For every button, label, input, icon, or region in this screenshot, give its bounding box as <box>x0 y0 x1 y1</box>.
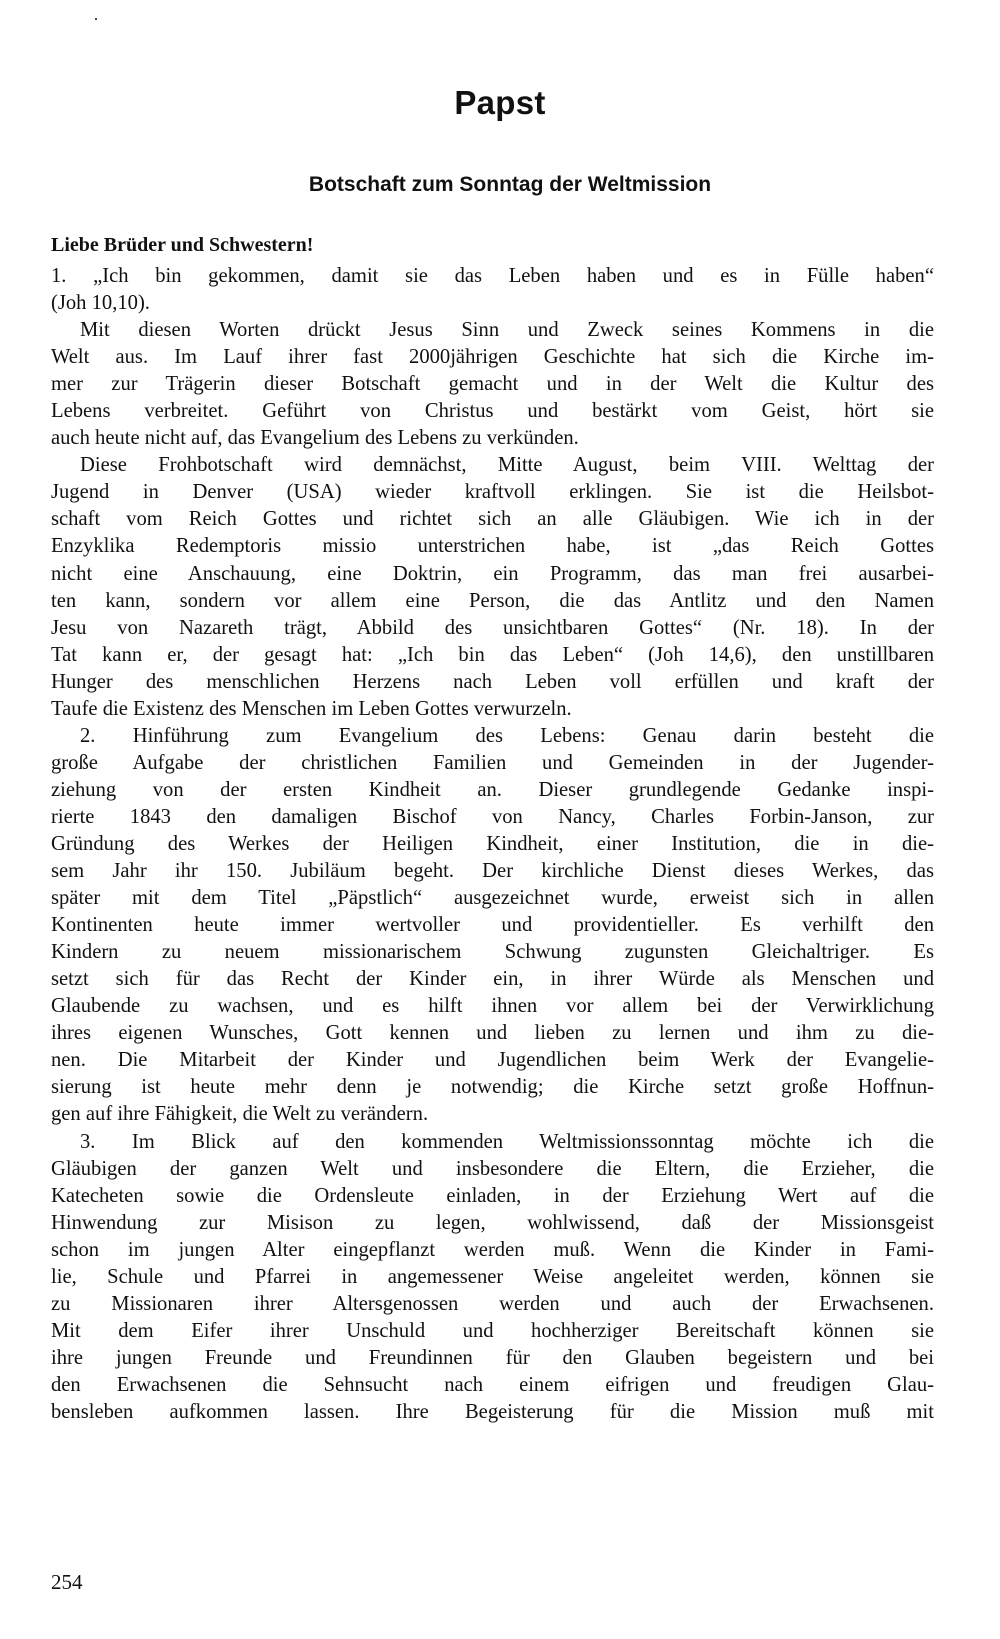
text-line: mer zur Trägerin dieser Botschaft gemacht und in der Welt die Kultur des <box>51 373 934 396</box>
text-line: Taufe die Existenz des Menschen im Leben Gottes verwurzeln. <box>51 697 572 720</box>
text-line: später mit dem Titel „Päpstlich“ ausgezeichnet wurde, erweist sich in allen <box>51 887 934 910</box>
text-line: den Erwachsenen die Sehnsucht nach einem eifrigen und freudigen Glau- <box>51 1373 934 1396</box>
body-text <box>51 263 934 1426</box>
text-line: gen auf ihre Fähigkeit, die Welt zu verändern. <box>51 1103 429 1126</box>
text-line: ihres eigenen Wunsches, Gott kennen und lieben zu lernen und ihm zu die- <box>51 1022 934 1045</box>
text-line: 3. Im Blick auf den kommenden Weltmissionssonntag möchte ich die <box>80 1130 934 1153</box>
text-line: Katecheten sowie die Ordensleute einladen, in der Erziehung Wert auf die <box>51 1184 934 1207</box>
text-line: Tat kann er, der gesagt hat: „Ich bin das Leben“ (Joh 14,6), den unstillbaren <box>51 643 934 666</box>
text-line: sem Jahr ihr 150. Jubiläum begeht. Der kirchliche Dienst dieses Werkes, das <box>51 860 934 883</box>
text-line: Kontinenten heute immer wertvoller und providentieller. Es verhilft den <box>51 914 934 937</box>
text-line: Enzyklika Redemptoris missio unterstrichen habe, ist „das Reich Gottes <box>51 535 934 558</box>
text-line: Welt aus. Im Lauf ihrer fast 2000jährigen Geschichte hat sich die Kirche im- <box>51 346 934 369</box>
text-line: bensleben aufkommen lassen. Ihre Begeisterung für die Mission muß mit <box>51 1400 934 1423</box>
text-line: ten kann, sondern vor allem eine Person, die das Antlitz und den Namen <box>51 589 934 612</box>
text-line: 2. Hinführung zum Evangelium des Lebens: Genau darin besteht die <box>80 724 934 747</box>
text-line: große Aufgabe der christlichen Familien und Gemeinden in der Jugender- <box>51 751 934 774</box>
page-title: Papst <box>454 84 546 121</box>
text-line: Jesu von Nazareth trägt, Abbild des unsichtbaren Gottes“ (Nr. 18). In der <box>51 616 934 639</box>
text-line: (Joh 10,10). <box>51 292 150 315</box>
text-line: Hinwendung zur Misison zu legen, wohlwissend, daß der Missionsgeist <box>51 1211 934 1234</box>
scan-speck <box>95 18 97 20</box>
page-number: 254 <box>51 1570 83 1594</box>
text-line: Jugend in Denver (USA) wieder kraftvoll erklingen. Sie ist die Heilsbot- <box>51 481 934 504</box>
text-line: Glaubende zu wachsen, und es hilft ihnen vor allem bei der Verwirklichung <box>51 995 934 1018</box>
text-line: Gläubigen der ganzen Welt und insbesondere die Eltern, die Erzieher, die <box>51 1157 934 1180</box>
text-line: 1. „Ich bin gekommen, damit sie das Leben haben und es in Fülle haben“ <box>51 265 934 287</box>
text-line: schaft vom Reich Gottes und richtet sich an alle Gläubigen. Wie ich in der <box>51 508 934 531</box>
text-line: Mit dem Eifer ihrer Unschuld und hochherziger Bereitschaft können sie <box>51 1319 934 1342</box>
text-line: sierung ist heute mehr denn je notwendig; die Kirche setzt große Hoffnun- <box>51 1076 934 1099</box>
text-line: nicht eine Anschauung, eine Doktrin, ein Programm, das man frei ausarbei- <box>51 562 934 585</box>
text-line: Kindern zu neuem missionarischem Schwung zugunsten Gleichaltriger. Es <box>51 941 934 964</box>
text-line: lie, Schule und Pfarrei in angemessener Weise angeleitet werden, können sie <box>51 1265 934 1288</box>
text-line: Hunger des menschlichen Herzens nach Leben voll erfüllen und kraft der <box>51 670 934 693</box>
page-subtitle: Botschaft zum Sonntag der Weltmission <box>308 173 712 196</box>
text-line: ihre jungen Freunde und Freundinnen für den Glauben begeistern und bei <box>51 1346 934 1369</box>
text-line: schon im jungen Alter eingepflanzt werden muß. Wenn die Kinder in Fami- <box>51 1238 934 1261</box>
text-line: nen. Die Mitarbeit der Kinder und Jugendlichen beim Werk der Evangelie- <box>51 1049 934 1072</box>
text-line: rierte 1843 den damaligen Bischof von Nancy, Charles Forbin-Janson, zur <box>51 805 934 828</box>
text-line: setzt sich für das Recht der Kinder ein, in ihrer Würde als Menschen und <box>51 968 934 991</box>
text-line: Mit diesen Worten drückt Jesus Sinn und Zweck seines Kommens in die <box>80 319 934 342</box>
text-line: Diese Frohbotschaft wird demnächst, Mitte August, beim VIII. Welttag der <box>80 454 934 477</box>
text-line: Lebens verbreitet. Geführt von Christus und bestärkt vom Geist, hört sie <box>51 400 934 423</box>
text-line: auch heute nicht auf, das Evangelium des Lebens zu verkünden. <box>51 427 579 450</box>
text-line: zu Missionaren ihrer Altersgenossen werden und auch der Erwachsenen. <box>51 1292 934 1315</box>
text-line: ziehung von der ersten Kindheit an. Dieser grundlegende Gedanke inspi- <box>51 778 934 801</box>
salutation: Liebe Brüder und Schwestern! <box>51 234 314 256</box>
text-line: Gründung des Werkes der Heiligen Kindheit, einer Institution, die in die- <box>51 832 934 855</box>
